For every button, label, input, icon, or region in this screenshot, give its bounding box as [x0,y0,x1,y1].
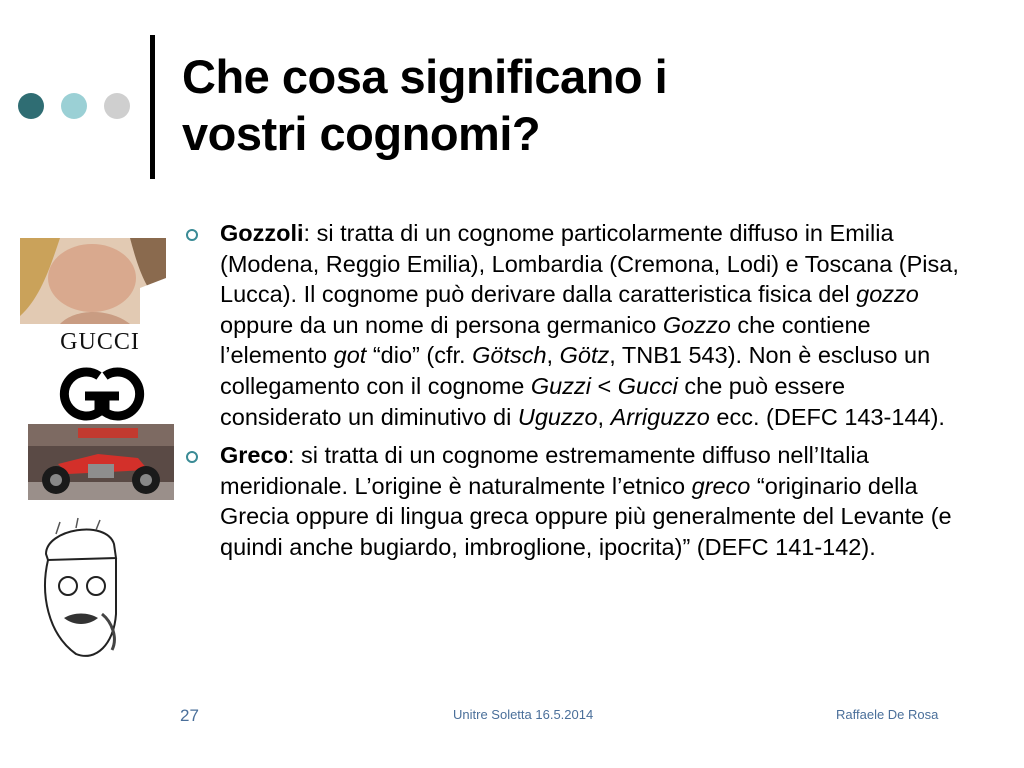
bullet-text [220,220,959,430]
page-number: 27 [180,706,199,725]
gucci-logo-icon [47,364,157,424]
text-segment: “dio” (cfr. [366,342,473,369]
text-segment: : si tratta di un cognome estremamente diffuso nell’Italia meridionale. L’origine è naturalmente l’etnico [220,442,869,499]
dot-gray [104,93,130,119]
title-line-1: Che cosa significano i [182,50,668,103]
italic-term: gozzo [856,281,919,308]
dot-dark-teal [18,93,44,119]
caricature-sketch [26,514,136,664]
footer-author: Raffaele De Rosa [836,707,939,722]
text-segment: ecc. (DEFC 143-144). [709,403,945,430]
bullet-text [220,442,952,560]
footer-center: Unitre Soletta 16.5.2014 [453,707,594,722]
bullet-circle-icon [186,451,198,463]
illustrations-column [18,236,178,666]
text-segment: “originario della Grecia oppure di lingua greca oppure più generalmente del Levante (e quindi anche bugiardo, imbroglione, ipocrita)” (DEFC 141-142). [220,472,952,560]
italic-term: Gucci [617,372,678,399]
text-segment: : si tratta di un cognome particolarmente diffuso in Emilia (Modena, Reggio Emilia), Lombardia (Cremona, Lodi) e Toscana (Pisa, Lucca). Il cognome può derivare dalla caratteristica fisica del [220,220,959,308]
neck-photo [20,238,166,324]
gucci-wordmark [40,328,160,354]
text-segment: che contiene l’elemento [220,311,871,369]
text-segment: < [590,372,618,399]
italic-term: Gozzo [662,311,731,338]
bullet-list [186,218,966,571]
text-segment: che può essere considerato un diminutivo di [220,372,846,430]
italic-term: Guzzi [530,372,591,399]
bullet-greco [186,440,966,562]
text-segment: , [546,342,560,369]
title-divider [150,35,155,179]
italic-term: Götsch [472,342,547,369]
italic-term: Arriguzzo [610,403,710,430]
text-segment: oppure da un nome di persona germanico [220,311,663,338]
text-segment: , TNB1 543). Non è escluso un collegamento con il cognome [220,342,931,399]
dot-light-teal [61,93,87,119]
gucci-wordmark-text: GUCCI [60,329,140,354]
motorcycle-photo [28,424,174,500]
slide-title [182,48,982,162]
title-line-2: vostri cognomi? [182,107,541,160]
bullet-circle-icon [186,229,198,241]
italic-term: greco [691,472,751,499]
surname-term: Greco [220,442,288,469]
bullet-gozzoli [186,218,966,432]
italic-term: got [333,342,367,369]
italic-term: Götz [559,342,610,369]
surname-term: Gozzoli [220,220,304,246]
text-segment: , [597,403,611,430]
italic-term: Uguzzo [517,403,598,430]
